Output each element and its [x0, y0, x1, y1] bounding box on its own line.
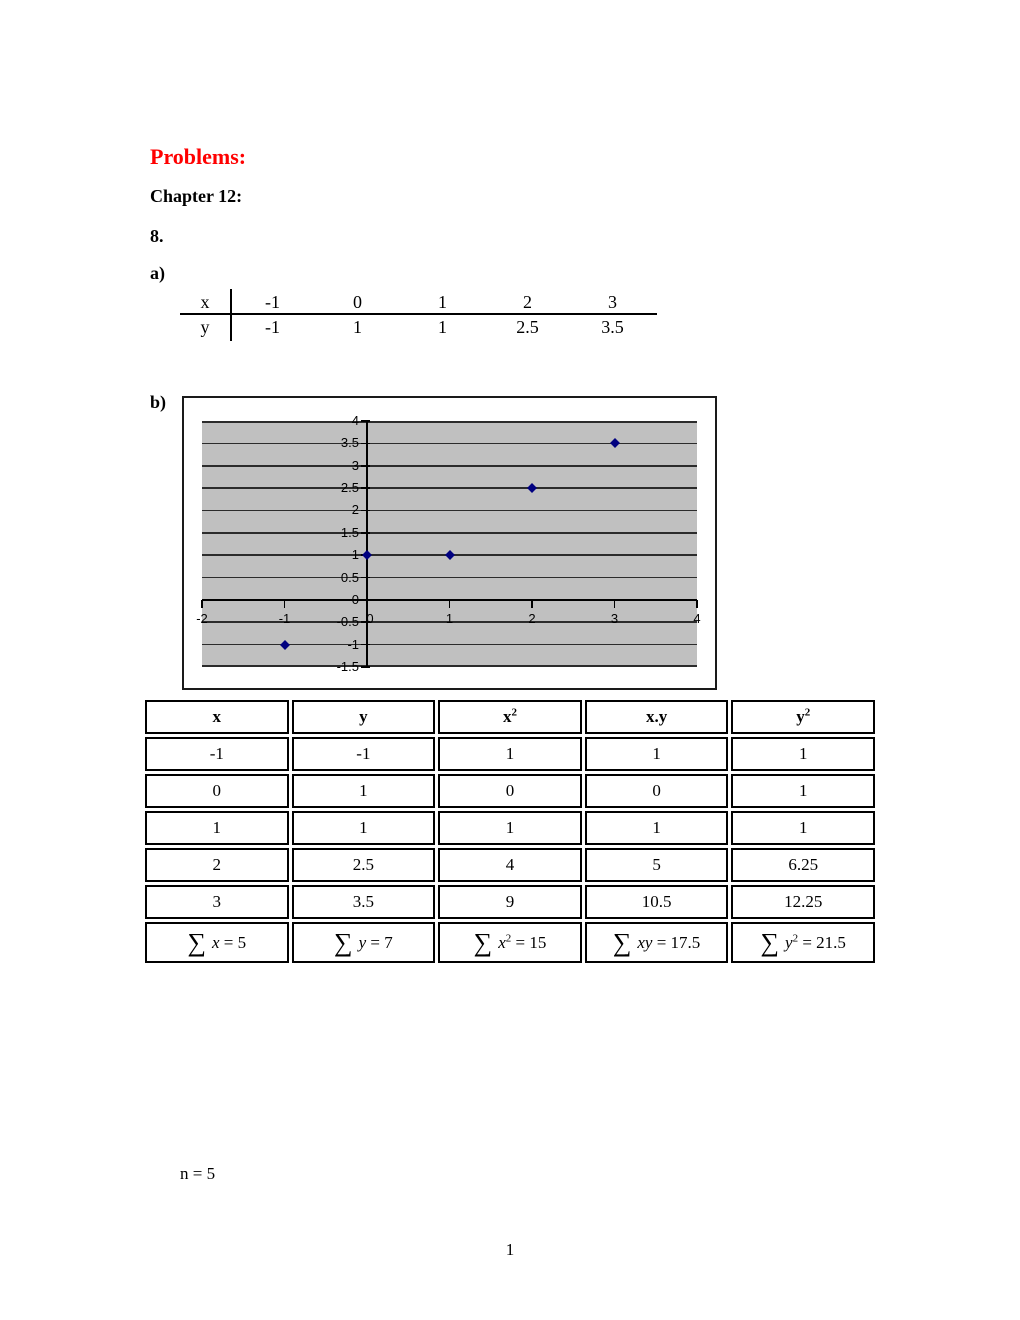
y-tick-label: 2.5: [340, 480, 359, 496]
header-base: x.y: [645, 707, 668, 726]
xy-data-table: [180, 291, 657, 339]
xy-table-value: 2: [523, 291, 532, 312]
y-tick-label: 4: [351, 413, 359, 428]
table-cell: 1: [438, 811, 582, 845]
sum-exponent: 2: [792, 931, 799, 944]
sum-equals-value: = 5: [219, 932, 247, 952]
xy-table-value: 3: [608, 291, 617, 312]
sum-cell: [731, 922, 875, 963]
sum-variable: x: [498, 932, 506, 952]
table-cell: 1: [438, 737, 582, 771]
table-cell: 3.5: [292, 885, 436, 919]
table-column-header: [585, 700, 729, 734]
xy-table-value: 1: [353, 316, 362, 337]
table-row: [145, 885, 875, 919]
scatter-point: [445, 550, 455, 560]
table-row: [145, 811, 875, 845]
y-tick-label: 3.5: [340, 435, 359, 451]
scatter-point: [362, 550, 372, 560]
table-cell: 9: [438, 885, 582, 919]
sigma-symbol: ∑: [187, 927, 206, 957]
gridline: [202, 465, 697, 467]
y-tick-label: 1: [351, 547, 359, 563]
table-cell: 0: [438, 774, 582, 808]
table-header-row: [145, 700, 875, 734]
x-tick-label: -1: [278, 610, 291, 626]
n-statement: n = 5: [180, 1164, 216, 1183]
sigma-symbol: ∑: [760, 927, 780, 957]
sum-cell: [292, 922, 436, 963]
x-axis-tick: [696, 600, 698, 608]
table-cell: 1: [731, 811, 875, 845]
xy-table-row: [180, 315, 657, 339]
sum-equals-value: = 17.5: [652, 932, 701, 952]
sum-exponent: 2: [505, 931, 512, 944]
chapter-heading: Chapter 12:: [150, 186, 243, 206]
header-exponent: 2: [804, 706, 811, 719]
x-axis-tick: [284, 600, 286, 608]
table-cell: 6.25: [731, 848, 875, 882]
table-row: [145, 848, 875, 882]
page-title: Problems:: [150, 144, 247, 169]
sum-equals-value: = 7: [366, 932, 393, 952]
xy-table-value: 2.5: [516, 316, 539, 337]
scatter-point: [610, 438, 620, 448]
x-axis-tick: [531, 600, 533, 608]
y-axis-line: [366, 421, 368, 667]
x-axis-tick: [201, 600, 203, 608]
y-tick-label: 3: [351, 457, 359, 473]
page-number: 1: [505, 1240, 515, 1259]
gridline: [202, 510, 697, 512]
table-cell: 2.5: [292, 848, 436, 882]
gridline: [202, 487, 697, 489]
table-cell: 1: [731, 774, 875, 808]
x-axis-tick: [614, 600, 616, 608]
table-cell: 1: [292, 774, 436, 808]
xy-table-row: [180, 291, 657, 315]
table-cell: 5: [585, 848, 729, 882]
table-cell: 10.5: [585, 885, 729, 919]
part-label-b: b): [150, 392, 167, 412]
table-cell: 2: [145, 848, 289, 882]
xy-table-value: 3.5: [601, 316, 624, 337]
scatter-point: [280, 640, 290, 650]
table-cell: 1: [731, 737, 875, 771]
table-cell: 1: [585, 737, 729, 771]
x-tick-label: 1: [445, 610, 454, 626]
x-tick-label: -2: [196, 610, 208, 626]
table-row: [145, 774, 875, 808]
x-axis-tick: [366, 600, 368, 608]
x-tick-label: 2: [528, 610, 536, 626]
xy-table-value: 1: [438, 291, 447, 312]
x-tick-label: 4: [693, 610, 701, 626]
header-base: y: [359, 707, 368, 726]
table-column-header: [731, 700, 875, 734]
table-cell: -1: [145, 737, 289, 771]
sum-variable: xy: [637, 932, 653, 952]
computation-table: [142, 697, 878, 966]
sum-equals-value: = 15: [511, 932, 547, 952]
table-cell: 0: [585, 774, 729, 808]
header-exponent: 2: [511, 706, 517, 719]
header-base: x: [502, 707, 512, 726]
y-tick-label: -1: [347, 636, 359, 652]
xy-table-value: 1: [438, 316, 447, 337]
sigma-symbol: ∑: [612, 927, 632, 957]
sum-variable: x: [212, 932, 220, 952]
y-tick-label: -1.5: [336, 659, 359, 674]
table-cell: 0: [145, 774, 289, 808]
gridline: [202, 644, 697, 646]
header-base: x: [212, 707, 222, 726]
header-base: y: [796, 707, 805, 726]
xy-table-value: 0: [353, 291, 362, 312]
gridline: [202, 665, 697, 667]
computation-table-wrap: [142, 697, 878, 966]
sum-cell: [145, 922, 289, 963]
scatter-point: [527, 483, 537, 493]
sum-variable: y: [785, 932, 793, 952]
part-label-a: a): [150, 263, 165, 283]
sum-cell: [585, 922, 729, 963]
xy-table-divider: [230, 289, 232, 341]
xy-table-value: -1: [265, 291, 280, 312]
x-tick-label: 0: [366, 610, 374, 626]
gridline: [202, 443, 697, 445]
gridline: [202, 577, 697, 579]
y-tick-label: 2: [351, 502, 359, 518]
table-column-header: [438, 700, 582, 734]
table-cell: 12.25: [731, 885, 875, 919]
table-sum-row: [145, 922, 875, 963]
sigma-symbol: ∑: [473, 927, 493, 957]
y-tick-label: 1.5: [340, 524, 359, 540]
table-cell: 3: [145, 885, 289, 919]
xy-table-value: -1: [265, 316, 280, 337]
scatter-chart: [182, 396, 717, 690]
gridline: [202, 421, 697, 423]
table-row: [145, 737, 875, 771]
table-column-header: [145, 700, 289, 734]
table-cell: 1: [585, 811, 729, 845]
table-cell: 4: [438, 848, 582, 882]
table-cell: 1: [145, 811, 289, 845]
table-column-header: [292, 700, 436, 734]
sigma-symbol: ∑: [334, 927, 353, 957]
table-cell: 1: [292, 811, 436, 845]
sum-equals-value: = 21.5: [798, 932, 846, 952]
y-tick-label: -0.5: [336, 614, 359, 630]
sum-variable: y: [358, 932, 367, 952]
problem-number: 8.: [150, 226, 164, 246]
x-tick-label: 3: [610, 610, 619, 626]
xy-table-row-label: y: [200, 316, 210, 337]
x-axis-tick: [449, 600, 451, 608]
gridline: [202, 532, 697, 534]
table-cell: -1: [292, 737, 436, 771]
xy-table-row-label: x: [200, 291, 210, 312]
y-tick-label: 0.5: [340, 569, 359, 585]
chart-plot-area: [196, 413, 701, 674]
sum-cell: [438, 922, 582, 963]
